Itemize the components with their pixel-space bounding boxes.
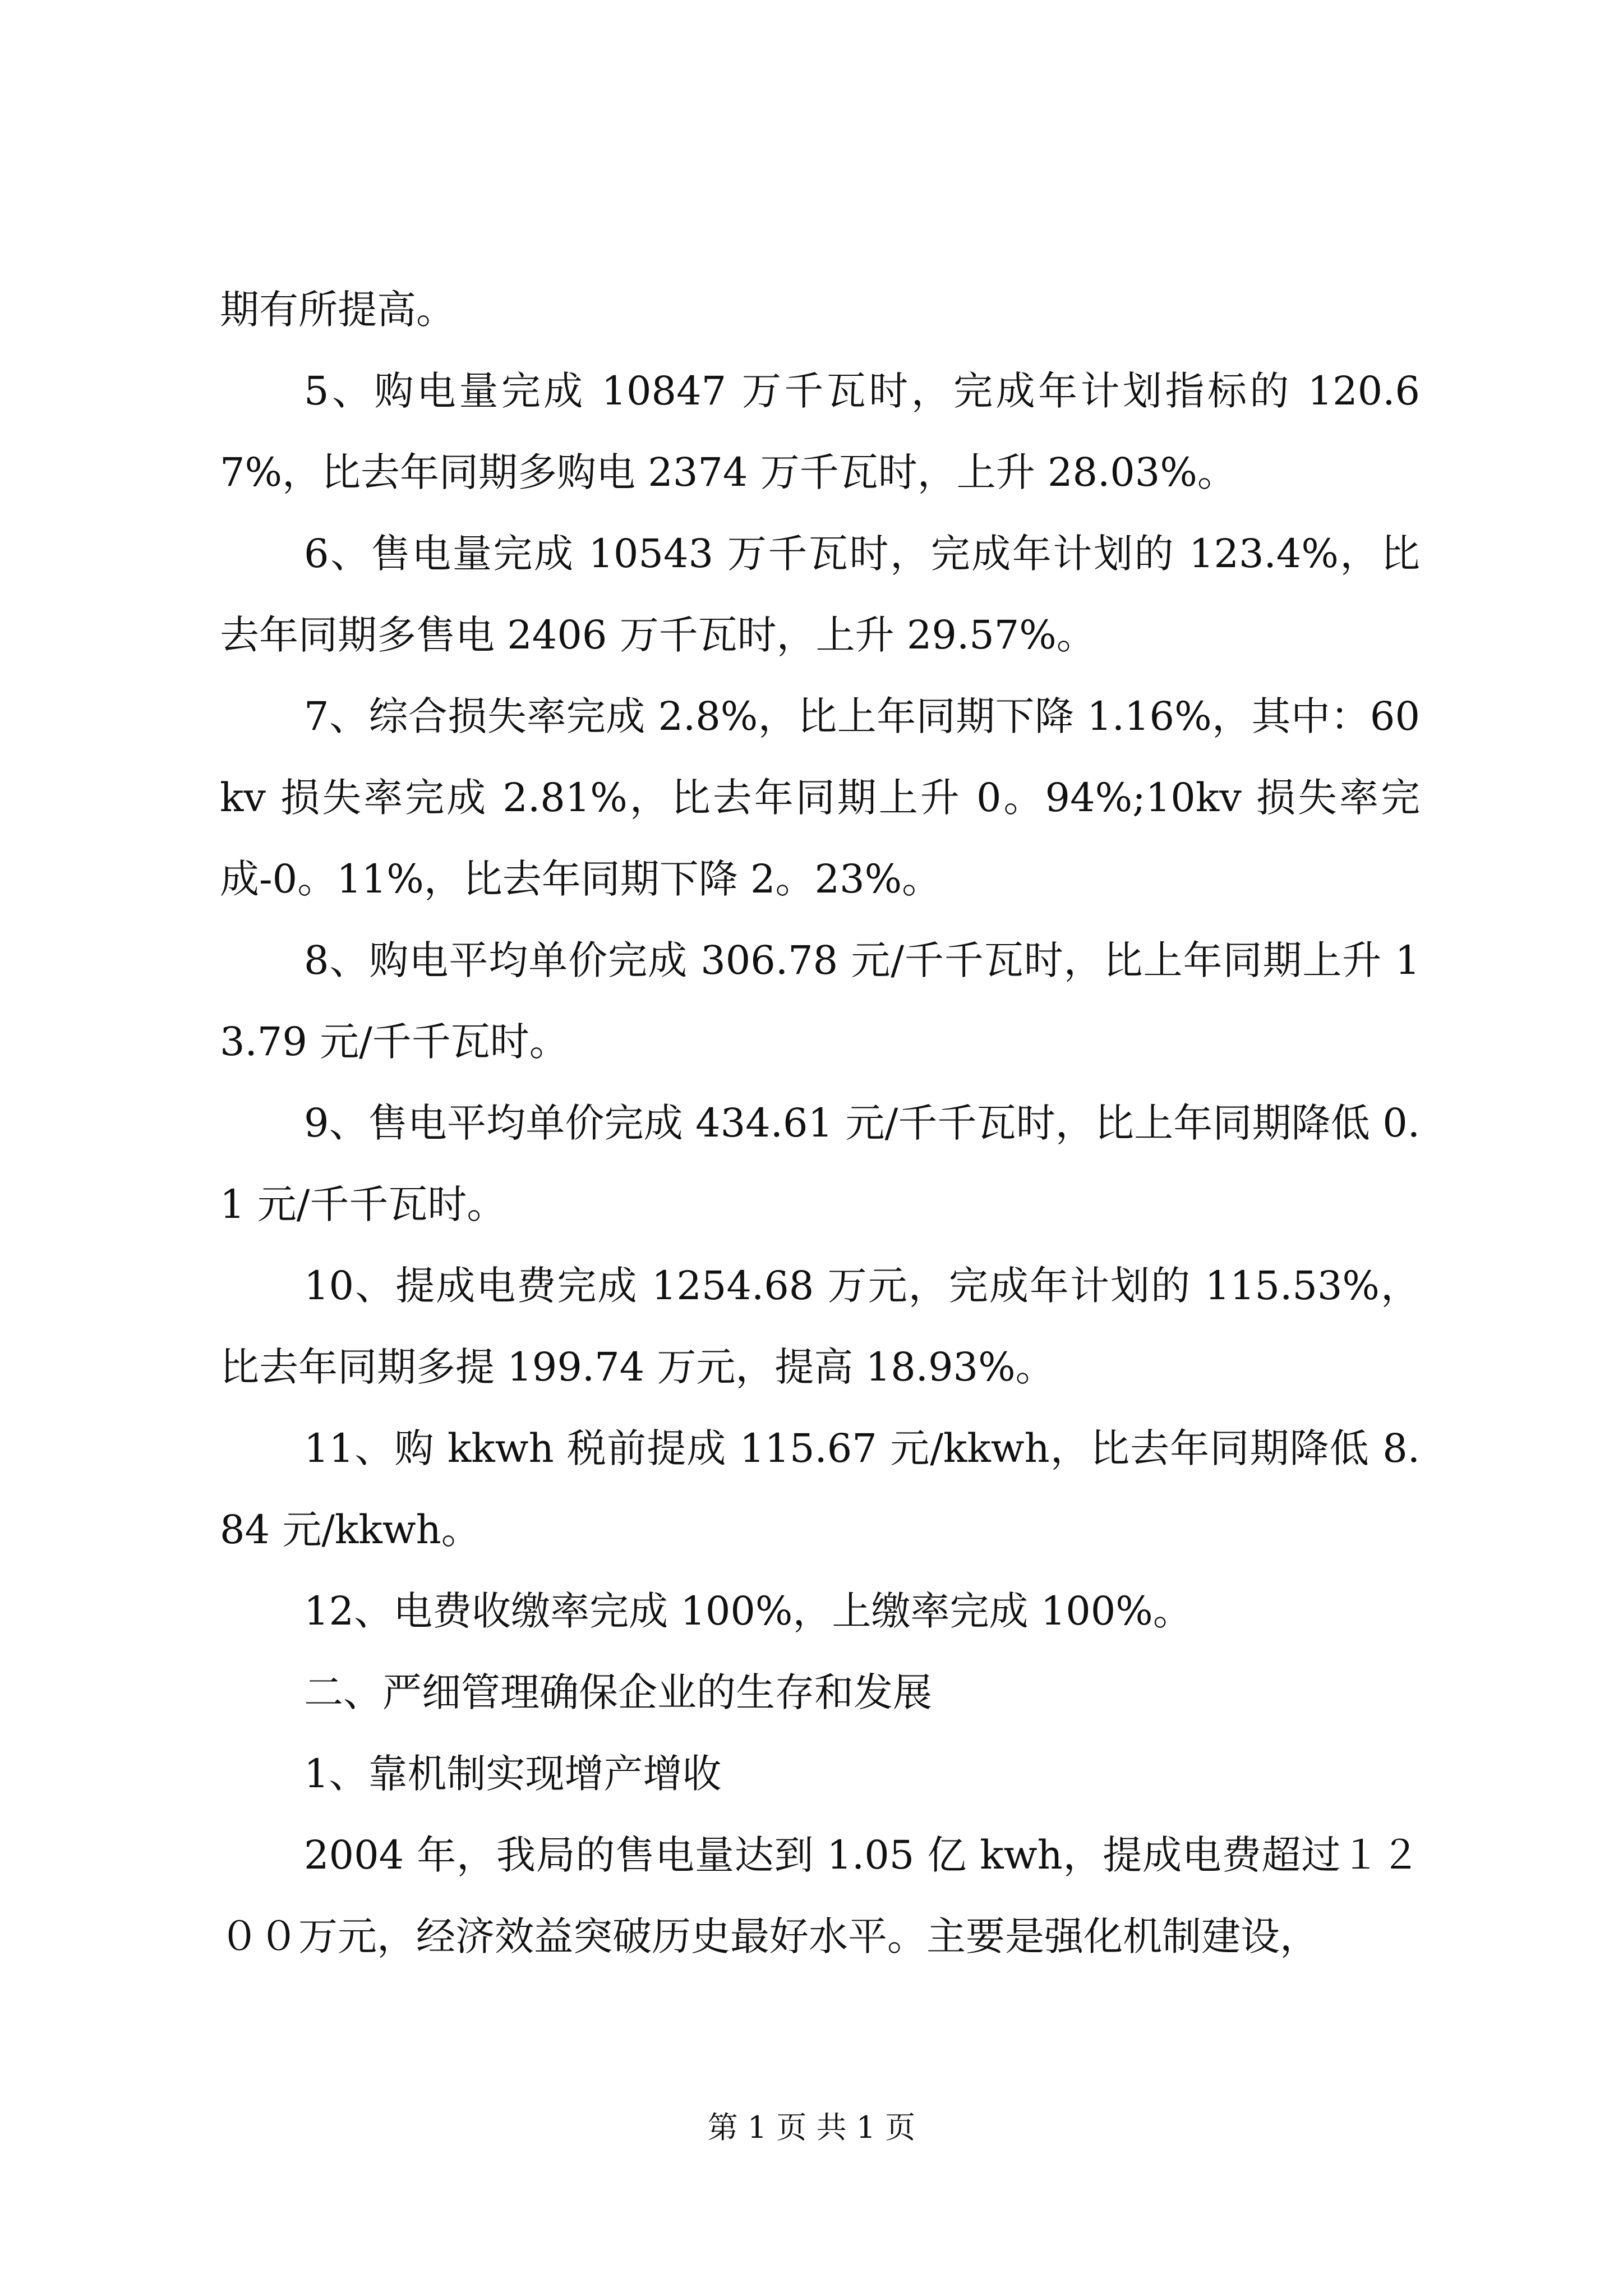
paragraph-9: 12、电费收缴率完成 100%，上缴率完成 100%。: [304, 1588, 1192, 1634]
paragraph-2: 5、购电量完成 10847 万千瓦时，完成年计划指标的 120.67%，比去年同期多购电 2374 万千瓦时，上升 28.03%。: [220, 368, 1420, 495]
section-heading: 二、严细管理确保企业的生存和发展: [304, 1669, 932, 1715]
paragraph-8: 11、购 kkwh 税前提成 115.67 元/kkwh，比去年同期降低 8.84 元/kkwh。: [220, 1425, 1420, 1553]
paragraph-6: 9、售电平均单价完成 434.61 元/千千瓦时，比上年同期降低 0.1 元/千千瓦时。: [220, 1100, 1420, 1227]
paragraph-12: 2004 年，我局的售电量达到 1.05 亿 kwh，提成电费超过１２００万元，经济效益突破历史最好水平。主要是强化机制建设，: [220, 1832, 1420, 1959]
document-body: [220, 269, 1420, 1977]
page-footer: 第 1 页 共 1 页: [707, 2110, 916, 2145]
paragraph-5: 8、购电平均单价完成 306.78 元/千千瓦时，比上年同期上升 13.79 元/千千瓦时。: [220, 937, 1420, 1065]
paragraph-3: 6、售电量完成 10543 万千瓦时，完成年计划的 123.4%，比去年同期多售电 2406 万千瓦时，上升 29.57%。: [220, 531, 1420, 658]
subsection-heading: 1、靠机制实现增产增收: [304, 1751, 722, 1797]
paragraph-4: 7、综合损失率完成 2.8%，比上年同期下降 1.16%，其中：60kv 损失率完成 2.81%，比去年同期上升 0。94%;10kv 损失率完成-0。11%，比去年同期下降 2。23%。: [220, 693, 1420, 902]
paragraph-1: 期有所提高。: [220, 287, 455, 333]
paragraph-7: 10、提成电费完成 1254.68 万元，完成年计划的 115.53%，比去年同期多提 199.74 万元，提高 18.93%。: [220, 1263, 1420, 1390]
